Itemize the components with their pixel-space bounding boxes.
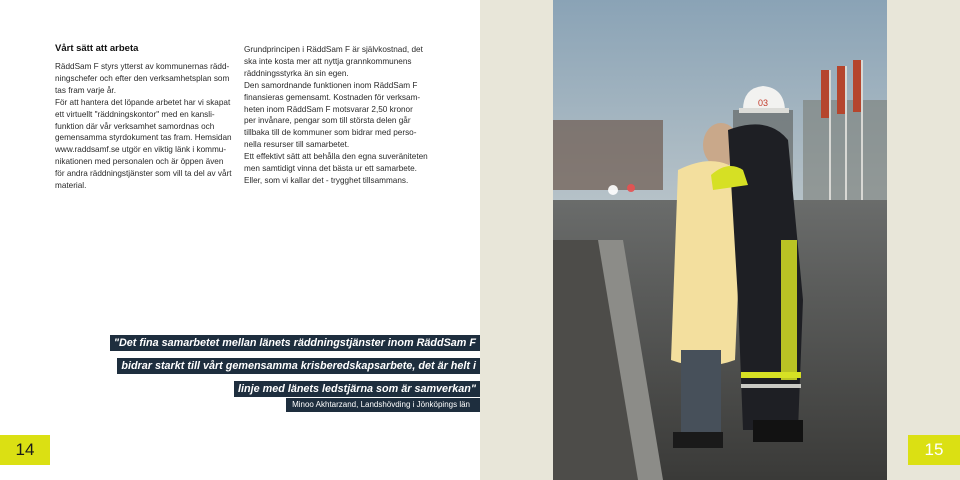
text-line: gemensamma styrdokument tas fram. Hemsidan (55, 133, 232, 143)
flagpole (861, 60, 863, 220)
text-line: nella resurser till samarbetet. (244, 140, 350, 150)
text-line: För att hantera det löpande arbetet har vi skapat (55, 97, 231, 107)
text-line: nikationen med personalen och är öppen även (55, 157, 224, 167)
text-line: tas fram varje år. (55, 85, 116, 95)
quote-line: "Det fina samarbetet mellan länets räddningstjänster inom RäddSam F (110, 335, 480, 351)
person-shoes (673, 432, 723, 448)
helmet-brim (739, 108, 789, 113)
flag (853, 60, 862, 112)
flag (821, 70, 830, 118)
text-line: ett virtuellt "räddningskontor" med en kansli- (55, 109, 215, 119)
text-line: funktion där vår verksamhet samordnas och (55, 121, 215, 131)
flagpole (845, 66, 847, 216)
car-light (608, 185, 618, 195)
text-line: räddningsstyrka än sin egen. (244, 68, 349, 78)
pull-quote (80, 333, 480, 402)
text-line: tillbaka till de kommuner som bidrar med perso- (244, 128, 417, 138)
reflective-stripe (781, 240, 797, 380)
text-line: RäddSam F styrs ytterst av kommunernas rädd- (55, 62, 230, 71)
text-line: finansieras gemensamt. Kostnaden för verksam- (244, 92, 421, 102)
text-line: för andra räddningstjänster som vill ta del av vårt (55, 169, 232, 179)
building (553, 120, 663, 190)
text-line: per invånare, pengar som till största delen går (244, 116, 411, 126)
text-line: Den samordnande funktionen inom RäddSam F (244, 80, 418, 90)
text-line: material. (55, 181, 87, 191)
text-line: men samtidigt vinna det bästa ur ett samarbete. (244, 164, 417, 174)
quote-line: linje med länets ledstjärna som är samverkan" (234, 381, 480, 397)
section-heading: Vårt sätt att arbeta (55, 43, 139, 54)
text-column-2 (244, 44, 430, 187)
car-light (627, 184, 635, 192)
photo-illustration (553, 0, 887, 480)
helmet-number: 03 (758, 98, 769, 108)
text-column-1 (55, 61, 237, 192)
firefighter-photo (553, 0, 887, 480)
firefighter-boots (753, 420, 803, 442)
text-line: Grundprincipen i RäddSam F är självkostnad, det (244, 45, 423, 54)
flagpole (829, 70, 831, 220)
page-number-right: 15 (908, 435, 960, 465)
person-legs (681, 350, 721, 440)
page-number-left: 14 (0, 435, 50, 465)
quote-line: bidrar starkt till vårt gemensamma krisberedskapsarbete, det är helt i (117, 358, 480, 374)
quote-attribution: Minoo Akhtarzand, Landshövding i Jönköpings län (286, 398, 480, 412)
reflective-stripe (741, 384, 801, 388)
text-line: Eller, som vi kallar det - trygghet tillsammans. (244, 175, 409, 185)
text-line-link: www.raddsamf.se utgör en viktig länk i kommu- (55, 145, 227, 155)
text-line: heten inom RäddSam F motsvarar 2,50 kronor (244, 104, 413, 114)
text-line: ska inte kosta mer att nyttja grannkommunens (244, 56, 412, 66)
text-line: Ett effektivt sätt att behålla den egna suveräniteten (244, 152, 428, 162)
text-line: ningschefer och efter den verksamhetsplan som (55, 73, 230, 83)
flag (837, 66, 846, 114)
